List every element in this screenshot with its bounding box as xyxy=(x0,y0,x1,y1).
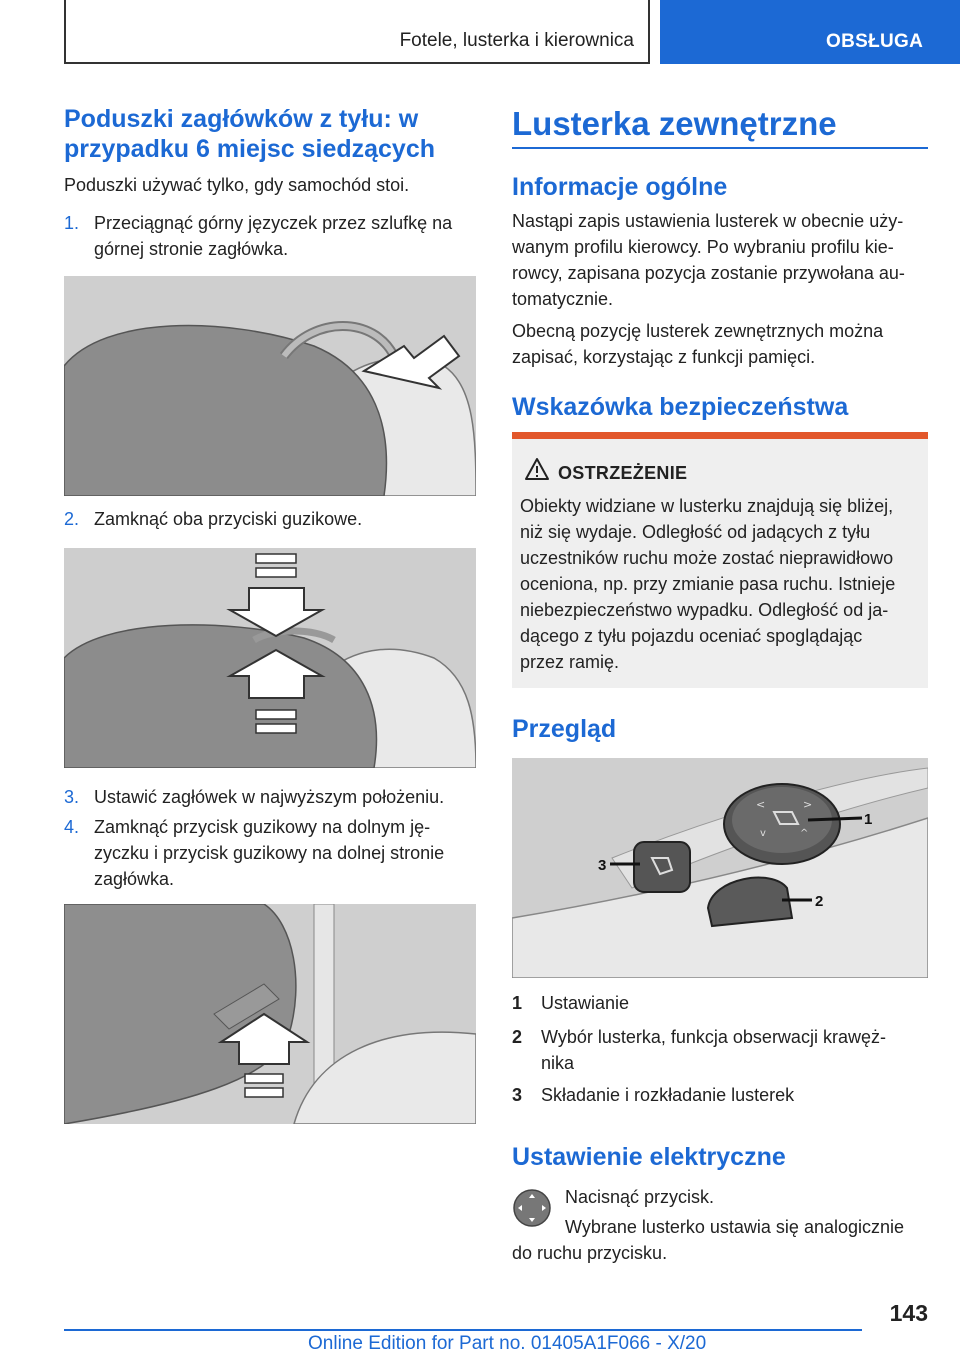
section-title: OBSŁUGA xyxy=(826,31,924,52)
footer-rule xyxy=(64,1329,862,1331)
callout-1: 1 xyxy=(864,811,873,828)
legend-item: 2 Wybór lusterka, funkcja obserwacji krawęż- nika xyxy=(512,1027,886,1073)
chapter-title: Fotele, lusterka i kierownica xyxy=(399,30,634,51)
general-heading: Informacje ogólne xyxy=(512,173,728,201)
mirror-controls-figure xyxy=(512,758,928,978)
mirror-adjust-button-icon xyxy=(512,1188,552,1228)
step-3: 3. Ustawić zagłówek w najwyższym położeniu. xyxy=(64,787,445,807)
svg-text:^: ^ xyxy=(800,828,809,839)
svg-text:<: < xyxy=(756,798,766,811)
headrest-figure-2 xyxy=(64,548,476,768)
left-heading: Poduszki zagłówków z tyłu: w przypadku 6 miejsc siedzących xyxy=(64,105,436,163)
mirrors-heading: Lusterka zewnętrzne xyxy=(512,105,837,142)
page-number: 143 xyxy=(889,1300,928,1326)
warning-triangle-icon xyxy=(524,457,550,481)
headrest-figure-1 xyxy=(64,276,476,496)
warning-box xyxy=(512,432,928,688)
legend-item: 3 Składanie i rozkładanie lusterek xyxy=(512,1085,795,1105)
step-1: 1. Przeciągnąć górny języczek przez szlufkę na górnej stronie zagłówka. xyxy=(64,213,453,259)
overview-heading: Przegląd xyxy=(512,715,617,743)
header-chapter-frame xyxy=(64,0,650,64)
headrest-figure-3 xyxy=(64,904,476,1124)
general-paragraph-2: Obecną pozycję lusterek zewnętrznych można zapisać, korzystając z funkcji pamięci. xyxy=(512,321,884,367)
warning-text: Obiekty widziane w lusterku znajdują się bliżej, niż się wydaje. Odległość od jadących z tyłu uczestników ruchu może zostać nieprawidłowo oceniona, np. przy zmianie pasa ruchu. Istnieje niebezpieczeństwo wypadku. Odległość od ja- dącego z tyłu pojazdu oceniać spoglądając przez ramię. xyxy=(520,496,896,672)
general-paragraph-1: Nastąpi zapis ustawienia lusterek w obecnie uży- wanym profilu kierowcy. Po wybraniu profilu kie- rowcy, zapisana pozycja zostanie przywołana au- tomatycznie. xyxy=(512,211,905,309)
callout-3: 3 xyxy=(598,857,607,874)
heading-rule xyxy=(512,147,928,149)
left-intro: Poduszki używać tylko, gdy samochód stoi. xyxy=(64,175,410,195)
legend-item: 1 Ustawianie xyxy=(512,993,630,1013)
electric-note-line1: Wybrane lusterko ustawia się analogicznie xyxy=(565,1217,905,1237)
footer-watermark xyxy=(0,0,1,1)
safety-heading: Wskazówka bezpieczeństwa xyxy=(512,393,849,421)
header-section-tab xyxy=(660,0,960,64)
electric-note-line2: do ruchu przycisku. xyxy=(512,1243,668,1263)
callout-2: 2 xyxy=(815,893,824,910)
warning-title: OSTRZEŻENIE xyxy=(558,463,688,483)
svg-text:v: v xyxy=(760,828,766,839)
step-2: 2. Zamknąć oba przyciski guzikowe. xyxy=(64,509,363,529)
electric-step: Nacisnąć przycisk. xyxy=(565,1187,715,1207)
electric-heading: Ustawienie elektryczne xyxy=(512,1143,786,1171)
svg-text:>: > xyxy=(803,798,813,811)
footer-edition: Online Edition for Part no. 01405A1F066 - X/20 xyxy=(308,1333,707,1354)
step-4: 4. Zamknąć przycisk guzikowy na dolnym ję- zyczku i przycisk guzikowy na dolnej stronie zagłówka. xyxy=(64,817,445,889)
